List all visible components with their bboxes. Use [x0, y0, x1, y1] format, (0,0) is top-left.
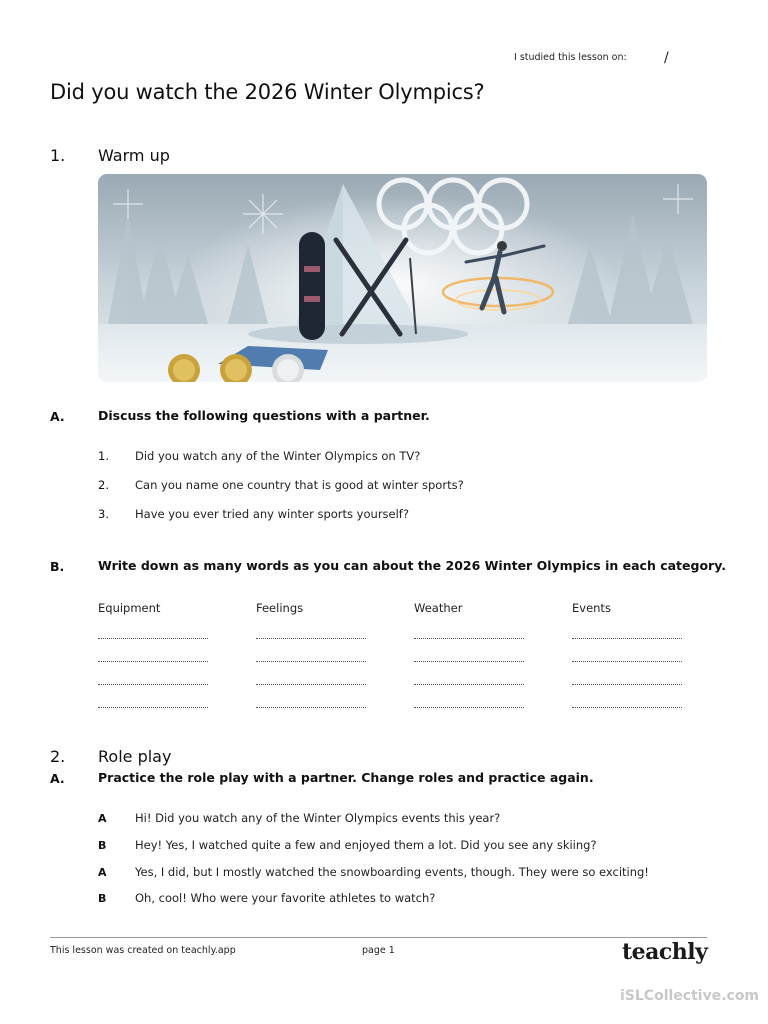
part-b-letter: B.	[50, 559, 65, 574]
write-in-line[interactable]	[572, 707, 682, 708]
write-in-line[interactable]	[572, 684, 682, 685]
dialogue-speaker: B	[98, 892, 107, 905]
write-in-line[interactable]	[414, 661, 524, 662]
date-slash: /	[664, 50, 669, 66]
write-in-line[interactable]	[98, 684, 208, 685]
section-1-title: Warm up	[98, 146, 170, 165]
question-text: Can you name one country that is good at winter sports?	[135, 478, 464, 492]
part-a-instruction: Discuss the following questions with a partner.	[98, 408, 430, 423]
dialogue-line: Yes, I did, but I mostly watched the snowboarding events, though. They were so exciting!	[135, 865, 649, 879]
write-in-line[interactable]	[414, 684, 524, 685]
dialogue-speaker: A	[98, 812, 107, 825]
category-equipment: Equipment	[98, 601, 161, 615]
category-weather: Weather	[414, 601, 463, 615]
write-in-line[interactable]	[256, 684, 366, 685]
write-in-line[interactable]	[572, 661, 682, 662]
part-b-instruction: Write down as many words as you can about the 2026 Winter Olympics in each category.	[98, 558, 726, 573]
part-a-letter: A.	[50, 409, 65, 424]
dialogue-line: Hi! Did you watch any of the Winter Olympics events this year?	[135, 811, 501, 825]
question-text: Have you ever tried any winter sports yourself?	[135, 507, 409, 521]
page-number: page 1	[362, 945, 395, 956]
teachly-logo: teachly	[622, 939, 708, 965]
role-play-letter: A.	[50, 771, 65, 786]
write-in-line[interactable]	[256, 707, 366, 708]
footer-created-text: This lesson was created on teachly.app	[50, 945, 236, 956]
category-events: Events	[572, 601, 611, 615]
dialogue-line: Hey! Yes, I watched quite a few and enjoyed them a lot. Did you see any skiing?	[135, 838, 597, 852]
footer-divider	[50, 937, 707, 938]
write-in-line[interactable]	[414, 707, 524, 708]
write-in-line[interactable]	[98, 661, 208, 662]
write-in-line[interactable]	[414, 638, 524, 639]
write-in-line[interactable]	[256, 661, 366, 662]
question-text: Did you watch any of the Winter Olympics on TV?	[135, 449, 421, 463]
watermark: iSLCollective.com	[620, 988, 760, 1004]
section-1-number: 1.	[50, 146, 66, 165]
winter-olympics-illustration	[98, 174, 707, 382]
role-play-instruction: Practice the role play with a partner. Change roles and practice again.	[98, 770, 594, 785]
question-number: 1.	[98, 449, 109, 463]
question-number: 2.	[98, 478, 109, 492]
page-title: Did you watch the 2026 Winter Olympics?	[50, 80, 485, 104]
write-in-line[interactable]	[256, 638, 366, 639]
section-2-title: Role play	[98, 747, 172, 766]
studied-date-label: I studied this lesson on:	[514, 52, 627, 63]
dialogue-speaker: B	[98, 839, 107, 852]
write-in-line[interactable]	[98, 638, 208, 639]
winter-scene-image	[98, 174, 707, 382]
question-number: 3.	[98, 507, 109, 521]
section-2-number: 2.	[50, 747, 66, 766]
dialogue-line: Oh, cool! Who were your favorite athletes to watch?	[135, 891, 436, 905]
write-in-line[interactable]	[572, 638, 682, 639]
category-feelings: Feelings	[256, 601, 304, 615]
dialogue-speaker: A	[98, 866, 107, 879]
write-in-line[interactable]	[98, 707, 208, 708]
